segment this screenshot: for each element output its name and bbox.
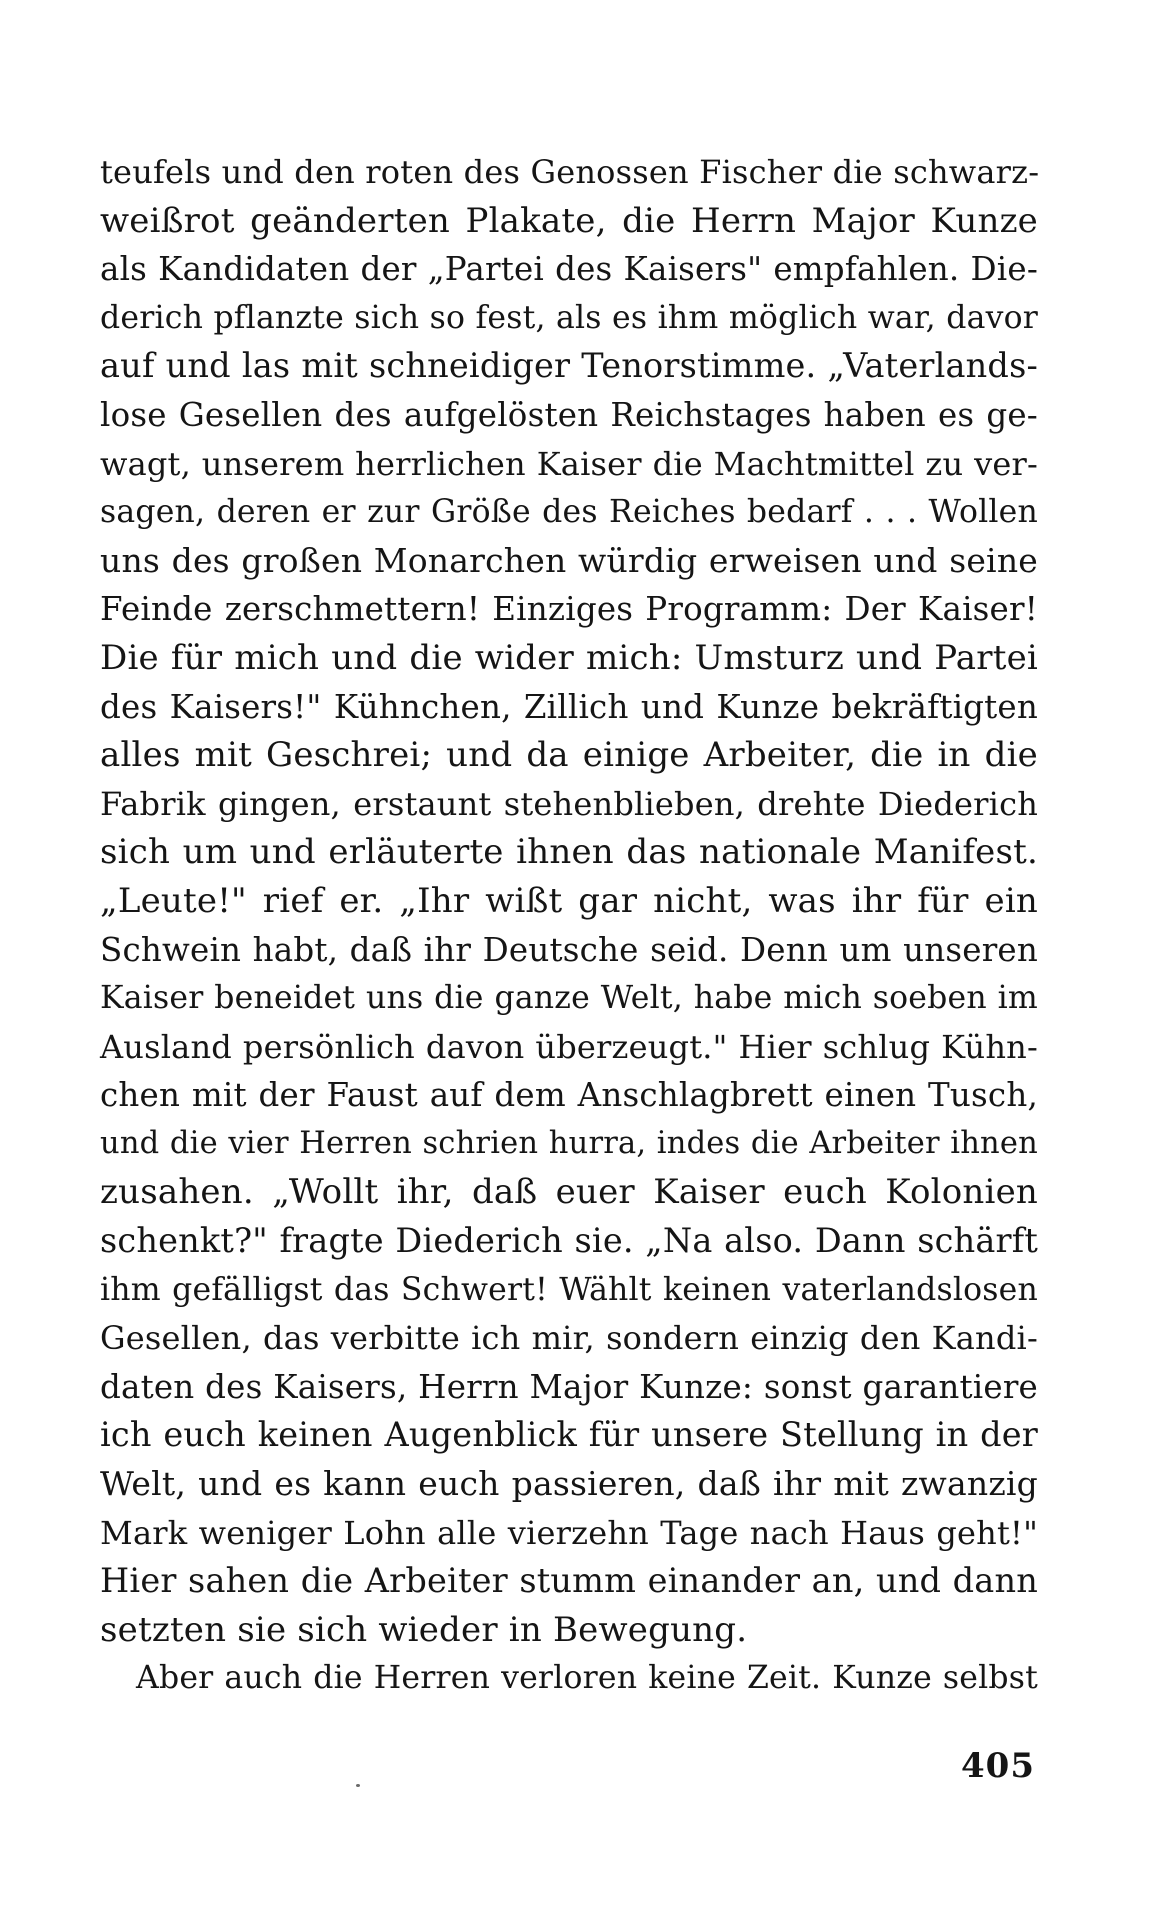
text-line: wagt, unserem herrlichen Kaiser die Machtmittel zu ver-: [100, 444, 1038, 483]
text-line: weißrot geänderten Plakate, die Herrn Major Kunze: [100, 200, 1038, 241]
text-line: Fabrik gingen, erstaunt stehenblieben, drehte Diederich: [100, 784, 1038, 823]
text-line: sich um und erläuterte ihnen das nationale Manifest.: [100, 832, 1038, 873]
body-text: [100, 148, 1038, 1703]
text-line: lose Gesellen des aufgelösten Reichstages haben es ge-: [100, 395, 1038, 434]
text-line: Feinde zerschmettern! Einziges Programm: Der Kaiser!: [100, 590, 1038, 629]
text-line: derich pflanzte sich so fest, als es ihm möglich war, davor: [100, 299, 1038, 336]
text-line: „Leute!" rief er. „Ihr wißt gar nicht, was ihr für ein: [100, 880, 1038, 921]
text-line: Welt, und es kann euch passieren, daß ihr mit zwanzig: [100, 1464, 1038, 1504]
text-line: Die für mich und die wider mich: Umsturz und Partei: [100, 637, 1038, 678]
text-line: setzten sie sich wieder in Bewegung.: [100, 1609, 748, 1650]
print-speck: [356, 1784, 360, 1787]
text-line: Mark weniger Lohn alle vierzehn Tage nach Haus geht!": [100, 1513, 1038, 1552]
text-line: Aber auch die Herren verloren keine Zeit. Kunze selbst: [136, 1660, 1038, 1697]
text-line: des Kaisers!" Kühnchen, Zillich und Kunze bekräftigten: [100, 687, 1038, 726]
text-line: Gesellen, das verbitte ich mir, sondern einzig den Kandi-: [100, 1319, 1038, 1358]
text-line: Kaiser beneidet uns die ganze Welt, habe mich soeben im: [100, 980, 1038, 1017]
text-line: als Kandidaten der „Partei des Kaisers" empfahlen. Die-: [100, 250, 1038, 289]
text-line: ich euch keinen Augenblick für unsere Stellung in der: [100, 1415, 1038, 1455]
text-line: ihm gefälligst das Schwert! Wählt keinen vaterlandslosen: [100, 1271, 1038, 1308]
text-line: daten des Kaisers, Herrn Major Kunze: sonst garantiere: [100, 1367, 1038, 1406]
page-number: 405: [961, 1746, 1035, 1786]
text-line: und die vier Herren schrien hurra, indes die Arbeiter ihnen: [100, 1125, 1038, 1161]
text-line: Ausland persönlich davon überzeugt." Hier schlug Kühn-: [100, 1027, 1038, 1066]
text-line: schenkt?" fragte Diederich sie. „Na also. Dann schärft: [100, 1221, 1038, 1261]
text-line: zusahen. „Wollt ihr, daß euer Kaiser euch Kolonien: [100, 1172, 1038, 1213]
text-line: uns des großen Monarchen würdig erweisen und seine: [100, 540, 1038, 580]
text-line: Hier sahen die Arbeiter stumm einander an, und dann: [100, 1561, 1038, 1601]
text-line: Schwein habt, daß ihr Deutsche seid. Denn um unseren: [100, 930, 1038, 969]
text-line: alles mit Geschrei; und da einige Arbeiter, die in die: [100, 735, 1038, 776]
text-line: sagen, deren er zur Größe des Reiches bedarf . . . Wollen: [100, 494, 1038, 531]
text-line: auf und las mit schneidiger Tenorstimme. „Vaterlands-: [100, 346, 1038, 386]
text-line: chen mit der Faust auf dem Anschlagbrett einen Tusch,: [100, 1076, 1038, 1115]
text-line: teufels und den roten des Genossen Fischer die schwarz-: [100, 153, 1040, 191]
